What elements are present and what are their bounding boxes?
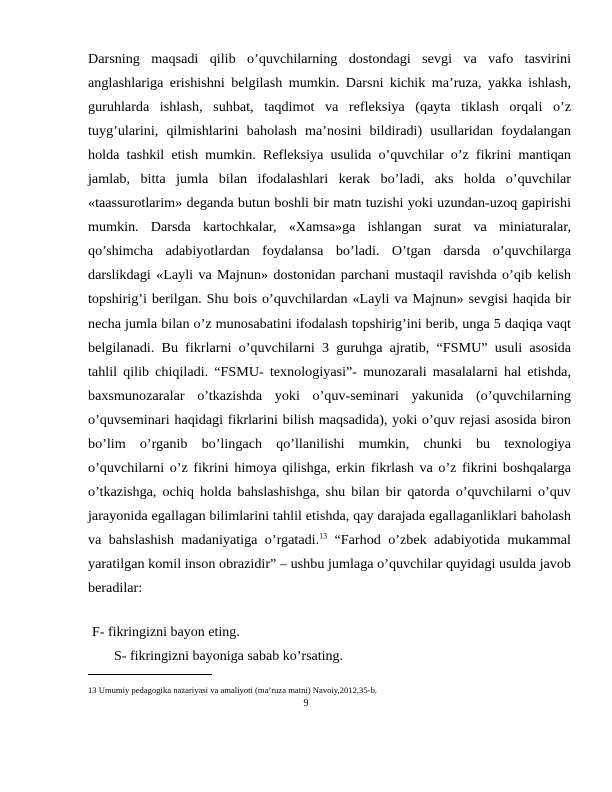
footnote: 13 Umumiy pedagogika nazariyasi va amaliyoti (ma’ruza matni) Navoiy,2012,35-b. [88, 685, 377, 695]
page-number: 9 [303, 698, 309, 709]
list-item-s: S- fikringizni bayoniga sabab ko’rsating. [114, 649, 344, 664]
paragraph-text-continued: “Farhod o’zbek adabiyotida mukammal yaratilgan komil inson obrazidir” – ushbu jumlaga o’quvchilar quyidagi usulda javob beradilar: [88, 531, 571, 597]
paragraph-text: Darsning maqsadi qilib o’quvchilarning dostondagi sevgi va vafo tasvirini anglashlariga erishishni belgilash mumkin. Darsni kichik ma’ruza, yakka ishlash, guruhlarda ishlash, suhbat, taqdimot va refleksiya (qayta tiklash orqali o’z tuyg’ularini, qilmishlarini baholash ma’nosini bildiradi) usullaridan foydalangan holda tashkil etish mumkin. Refleksiya usulida o’quvchilar o’z fikrini mantiqan jamlab, bitta jumla bilan ifodalashlari kerak bo’ladi, aks holda o’quvchilar «taassurotlarim» deganda butun boshli bir matn tuzishi yoki uzundan-uzoq gapirishi mumkin. Darsda kartochkalar, «Xamsa»ga ishlangan surat va miniaturalar, qo’shimcha adabiyotlardan foydalansa bo’ladi. O’tgan darsda o’quvchilarga darslikdagi «Layli va Majnun» dostonidan parchani mustaqil ravishda o’qib kelish topshirig’i berilgan. Shu bois o’quvchilardan «Layli va Majnun» sevgisi haqida bir necha jumla bilan o’z munosabatini ifodalash topshirig’ini berib, unga 5 daqiqa vaqt belgilanadi. Bu fikrlarni o’quvchilarni 3 guruhga ajratib, “FSMU” usuli asosida tahlil qilib chiqiladi. “FSMU- texnologiyasi”- munozarali masalalarni hal etishda, baxsmunozaralar o’tkazishda yoki o’quv-seminari yakunida (o’quvchilarning o’quvseminari haqidagi fikrlarini bilish maqsadida), yoki o’quv rejasi asosida biron bo’lim o’rganib bo’lingach qo’llanilishi mumkin, chunki bu texnologiya o’quvchilarni o’z fikrini himoya qilishga, erkin fikrlash va o’z fikrini boshqalarga o’tkazishga, ochiq holda bahslashishga, shu bilan bir qatorda o’quvchilarni o’quv jarayonida egallagan bilimlarini tahlil etishda, qay darajada egallaganliklari baholash va bahslashish madaniyatiga o’rgatadi. [88, 51, 571, 548]
main-paragraph [88, 47, 571, 600]
footnote-divider [88, 674, 212, 675]
list-item-f: F- fikringizni bayon eting. [92, 625, 240, 640]
footnote-reference[interactable]: 13 [319, 531, 328, 541]
